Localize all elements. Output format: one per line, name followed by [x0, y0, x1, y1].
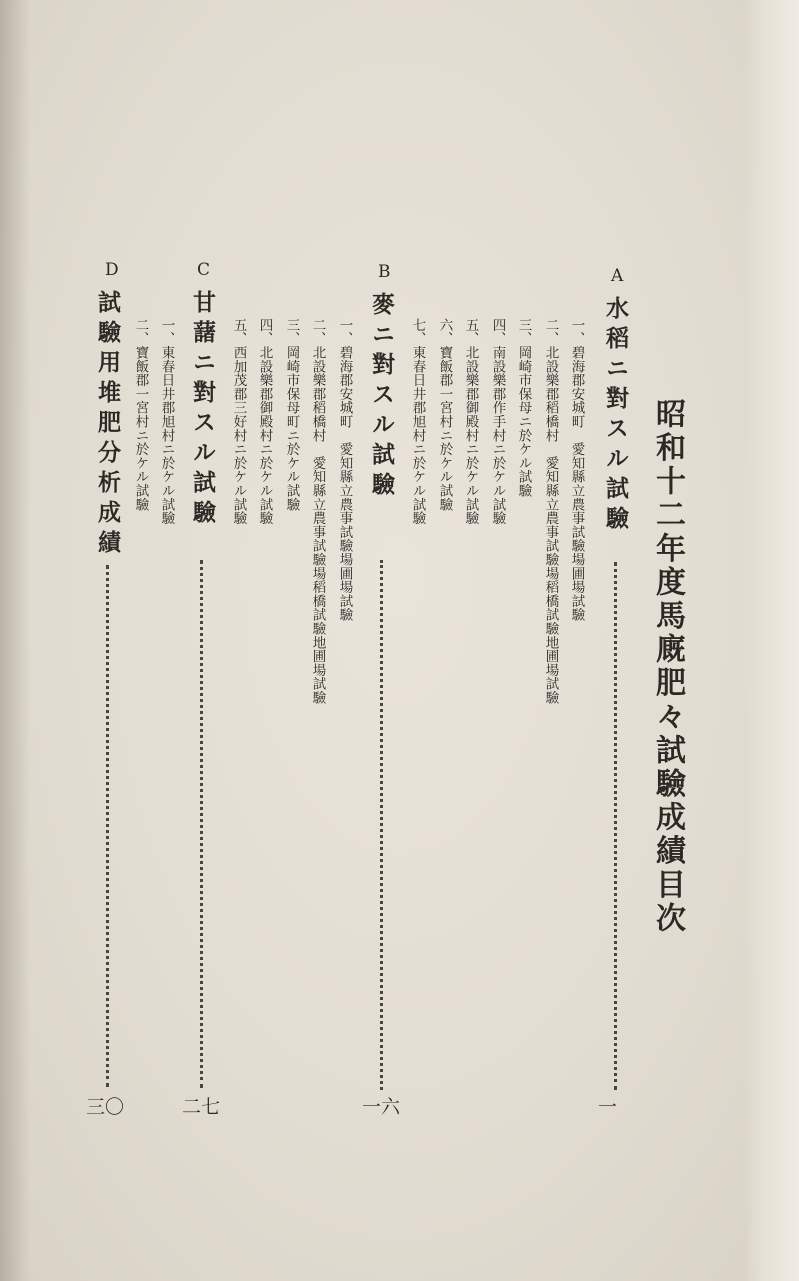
section-b-leader: [380, 560, 383, 1090]
section-a-item-3: 三、岡崎市保母ニ於ケル試驗: [515, 318, 532, 498]
section-a-item-1: 一、碧海郡安城町 愛知縣立農事試驗場圃場試驗: [568, 318, 585, 622]
section-b-item-5: 五、西加茂郡三好村ニ於ケル試驗: [230, 318, 247, 525]
section-a-item-6: 六、寶飯郡一宮村ニ於ケル試驗: [436, 318, 453, 512]
section-c-heading: 甘藷ニ對スル試驗: [189, 290, 216, 530]
section-a-item-5: 五、北設樂郡御殿村ニ於ケル試驗: [462, 318, 479, 525]
section-a-item-7: 七、東春日井郡旭村ニ於ケル試驗: [409, 318, 426, 525]
section-d-heading: 試驗用堆肥分析成績: [94, 290, 121, 560]
section-c-page-number: 二七: [182, 1096, 221, 1118]
section-b-item-4: 四、北設樂郡御殿村ニ於ケル試驗: [256, 318, 273, 525]
page-edge: [744, 0, 799, 1281]
section-c-item-2: 二、寶飯郡一宮村ニ於ケル試驗: [132, 318, 149, 512]
section-d-letter: D: [105, 260, 119, 280]
section-a-heading: 水稻ニ對スル試驗: [602, 296, 629, 536]
section-b-heading: 麥ニ對スル試驗: [368, 292, 395, 502]
section-b-item-2: 二、北設樂郡稻橋村 愛知縣立農事試驗場稻橋試驗地圃場試驗: [309, 318, 326, 705]
section-a-leader: [614, 562, 617, 1090]
section-b-item-3: 三、岡崎市保母町ニ於ケル試驗: [283, 318, 300, 512]
section-c-leader: [200, 560, 203, 1088]
section-b-item-1: 一、碧海郡安城町 愛知縣立農事試驗場圃場試驗: [336, 318, 353, 622]
section-a-item-4: 四、南設樂郡作手村ニ於ケル試驗: [489, 318, 506, 525]
section-a-page-number: 一: [598, 1096, 618, 1118]
section-d-page-number: 三〇: [86, 1096, 125, 1118]
section-b-page-number: 一六: [362, 1096, 401, 1118]
section-b-letter: B: [378, 262, 391, 282]
section-c-item-1: 一、東春日井郡旭村ニ於ケル試驗: [158, 318, 175, 525]
section-c-letter: C: [197, 260, 211, 280]
section-a-item-2: 二、北設樂郡稻橋村 愛知縣立農事試驗場稻橋試驗地圃場試驗: [542, 318, 559, 705]
section-d-leader: [106, 565, 109, 1087]
section-a-letter: A: [611, 266, 624, 286]
page-title: 昭和十二年度馬廐肥々試驗成績目次: [650, 398, 685, 936]
spine-shadow: [0, 0, 30, 1281]
